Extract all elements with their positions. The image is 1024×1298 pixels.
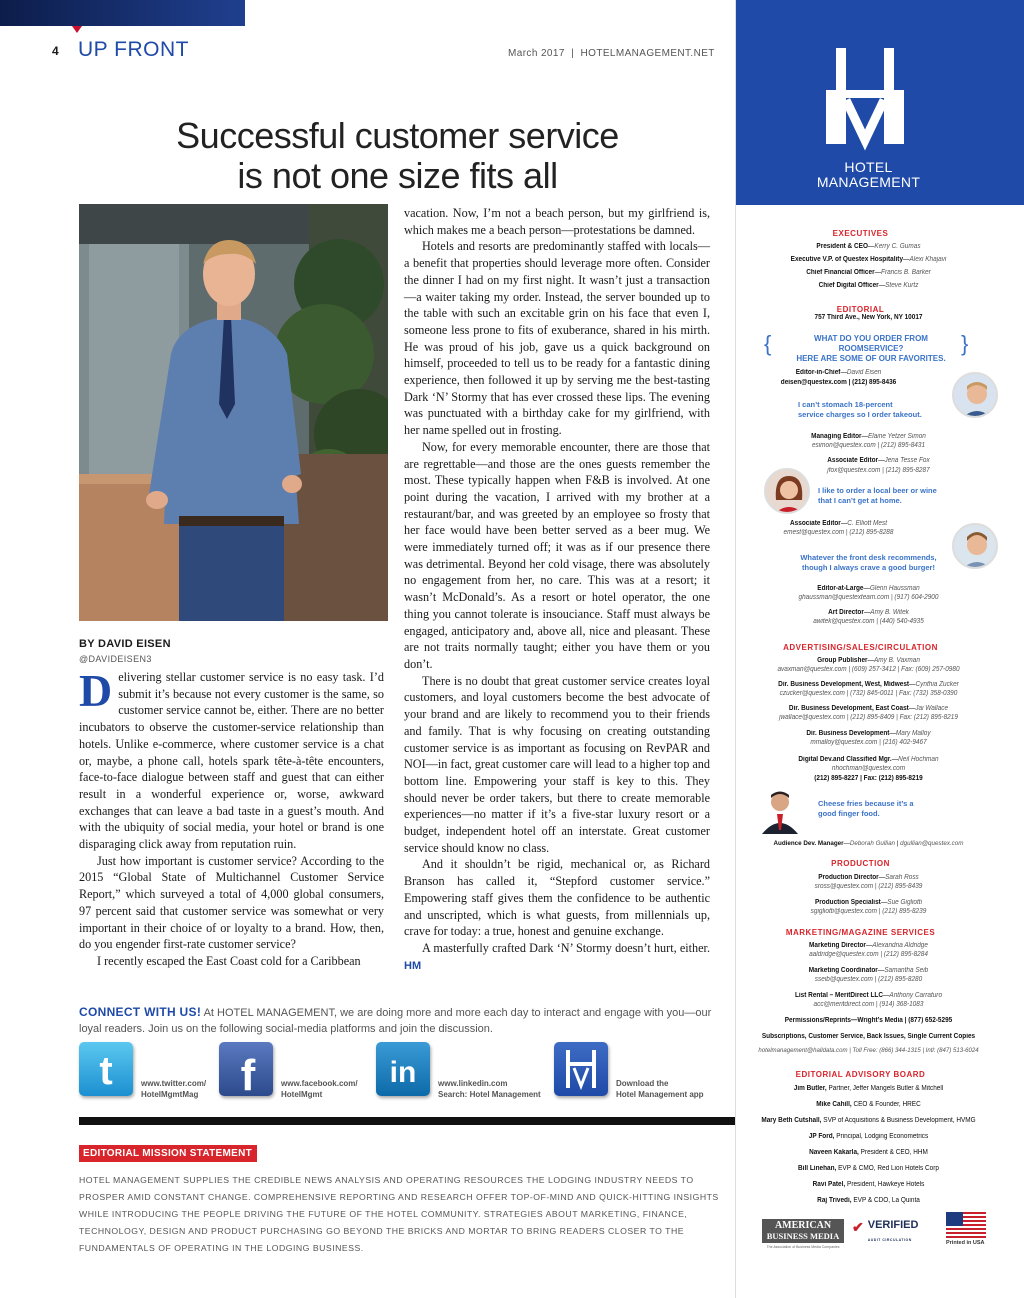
abm-line-2: BUSINESS MEDIA <box>766 1231 840 1241</box>
roomservice-line-1: WHAT DO YOU ORDER FROM ROOMSERVICE? <box>814 334 928 353</box>
associate-editor-2-avatar <box>952 523 998 569</box>
editor-at-large-contact <box>747 593 991 602</box>
exec-entry: Chief Digital Officer—Steve Kurtz <box>818 282 919 289</box>
svg-text:in: in <box>389 1056 417 1089</box>
adv-contact <box>747 764 991 773</box>
name: David Eisen <box>846 369 882 376</box>
role: List Rental – MeritDirect LLC <box>794 992 883 999</box>
board-title: EVP & CDO, La Quinta <box>853 1197 920 1204</box>
verified-audit-logo <box>852 1219 940 1247</box>
verified-wordmark <box>868 1219 919 1247</box>
contact: acc@meritdirect.com | (914) 368-1083 <box>813 1001 924 1008</box>
connect-text: At HOTEL MANAGEMENT, we are doing more and more each day to interact and engage with you—our loyal readers. Join us on the following social-media platforms and join the discussion. <box>79 1007 712 1035</box>
subscriptions-text: Subscriptions, Customer Service, Back Issues, Single Current Copies <box>761 1033 976 1040</box>
mkt-entry: List Rental – MeritDirect LLC—Anthony Carraturo <box>794 992 943 999</box>
us-flag-icon <box>946 1212 986 1238</box>
printed-in-usa: Printed in USA <box>946 1240 985 1246</box>
quote-line: I like to order a local beer or wine <box>818 486 937 495</box>
article-paragraph <box>79 665 384 853</box>
role: Associate Editor <box>827 457 879 464</box>
quote-line: though I always crave a good burger! <box>802 563 935 572</box>
contact: sseib@questex.com | (212) 895-8280 <box>814 976 923 983</box>
masthead-logo-panel <box>736 0 1024 205</box>
verified-text: VERIFIED <box>867 1219 919 1231</box>
associate-editor-2-contact <box>744 528 933 537</box>
abm-tagline: The Association of Business Media Companies <box>766 1245 840 1249</box>
board-name: Bill Linehan, <box>798 1165 837 1172</box>
name: Elaine Yetzer Simon <box>867 433 926 440</box>
quote-line: that I can’t get at home. <box>818 496 902 505</box>
board-member <box>747 1196 991 1205</box>
exec-name: Francis B. Barker <box>881 269 931 276</box>
author-handle: @DAVIDEISEN3 <box>79 654 152 664</box>
article-headline <box>90 116 705 197</box>
section-divider <box>79 1117 735 1125</box>
role: Dir. Business Development <box>806 730 890 737</box>
board-member <box>747 1116 991 1125</box>
mission-statement-text: HOTEL MANAGEMENT SUPPLIES THE CREDIBLE NEWS ANALYSIS AND OPERATING RESOURCES THE LODGING INDUSTRY NEEDS TO PROSPER AMID CONSTANT CHANGE. COMPREHENSIVE REPORTING AND RESEARCH OFFER TOP-OF-MIND AND QUICK-HITTING INSIGHTS WHILE INTRODUCING THE PEOPLE DRIVING THE FUTURE OF THE HOTEL COMMUNITY. STRATEGIES ABOUT MARKETING, FINANCE, TECHNOLOGY, DESIGN AND PRODUCT PURCHASING GO BEYOND THE BRICKS AND MORTAR TO BRING READERS CLOSER TO THE FUNDAMENTALS OF OPERATING IN THE LODGING BUSINESS. <box>79 1175 719 1253</box>
exec-role: Executive V.P. of Questex Hospitality <box>790 256 904 263</box>
editor-in-chief-contact <box>744 378 933 387</box>
adv-contact <box>747 774 991 783</box>
role: Production Director <box>818 874 879 881</box>
hm-app-icon[interactable] <box>554 1042 608 1096</box>
exec-entry: Chief Financial Officer—Francis B. Barker <box>806 269 931 276</box>
prod-contact <box>747 907 991 916</box>
contact: avaxman@questex.com | (609) 257-3412 | Fax: (609) 257-0980 <box>777 666 960 673</box>
fries-quote <box>818 799 914 819</box>
role: Managing Editor <box>811 433 862 440</box>
associate-editor-1-avatar <box>764 468 810 514</box>
editor-at-large: Editor-at-Large—Glenn Haussman <box>817 585 920 592</box>
managing-editor: Managing Editor—Elaine Yetzer Simon <box>811 433 926 440</box>
role: Marketing Director <box>809 942 866 949</box>
mkt-contact <box>747 1000 991 1009</box>
article-paragraph: vacation. Now, I’m not a beach person, but my girlfriend is, which makes me a beach person—protestations be damned. <box>404 206 710 237</box>
mission-statement-title: EDITORIAL MISSION STATEMENT <box>79 1145 257 1162</box>
contact: emest@questex.com | (212) 895-8288 <box>783 529 894 536</box>
board-name: Mike Cahill, <box>816 1101 852 1108</box>
name: Glenn Haussman <box>869 585 920 592</box>
board-title: President & CEO, HHM <box>860 1149 928 1156</box>
associate-editor-1: Associate Editor—Jena Tesse Fox <box>827 457 930 464</box>
editor-in-chief: Editor-in-Chief—David Eisen <box>795 369 882 376</box>
masthead-sidebar <box>735 0 1024 1298</box>
article-column-1 <box>79 665 384 970</box>
subscriptions-contact <box>747 1046 991 1055</box>
prod-contact <box>747 882 991 891</box>
contact: esimon@questex.com | (212) 895-8431 <box>811 442 926 449</box>
associate-editor-1-quote <box>818 486 937 506</box>
adv-contact <box>747 689 991 698</box>
article-paragraph: Now, for every memorable encounter, there are those that are regrettable—and those are the ones guests remember the most. These typically happen when F&B is involved. At one point during the vacation, I arrived with my brother at a restaurant/bar, and was greeted by an employee so frosty that her face would have been better served as a beer mug. We were immediately turned off; it was as if our presence there was detrimental. Beyond her cold visage, there was absolutely no engagement from her, no care. This was at a resort; it wasn’t McDonald’s. As a resort or hotel operator, the one thing you cannot tolerate is insouciance. Staff must always be engaged, anticipatory and, above all, nice and pleasant. These are not traits normally taught; either you have them or you don’t. <box>404 439 710 671</box>
adv-entry: Dir. Business Development, West, Midwest—Cynthia Zucker <box>778 681 959 688</box>
abm-line-1: AMERICAN <box>774 1220 832 1231</box>
role: Production Specialist <box>814 899 881 906</box>
exec-entry: Executive V.P. of Questex Hospitality—Alexi Khajavi <box>790 256 947 263</box>
associate-editor-2-quote <box>786 553 951 573</box>
article-paragraph: I recently escaped the East Coast cold for a Caribbean <box>97 953 361 968</box>
contact: mmalloy@questex.com | (216) 402-9467 <box>810 739 927 746</box>
subscriptions-contact-text: hotelmanagement@halldata.com | Toll Free: (866) 344-1315 | Intl: (847) 513-6024 <box>758 1047 979 1054</box>
editorial-heading: EDITORIAL <box>836 305 885 314</box>
app-line-1[interactable]: Download the <box>616 1079 669 1088</box>
exec-entry: President & CEO—Kerry C. Gumas <box>816 243 921 250</box>
role: Art Director <box>828 609 864 616</box>
paragraph-text: elivering stellar customer service is no easy task. I’d submit it’s because not every customer is the same, so customer service cannot be, either. There are no better incubators to observe the customer-service relationship than hotels. Unlike e-commerce, where customer service is a chat or, maybe, a phone call, hotels spark tête-à-tête encounters, face-to-face dialogue between staff and guest that can either result in a wonderful experience or, worse, awkward exchanges that can leave a bad taste in a guest’s mouth. And with the ubiquity of social media, your hotel or brand is one disparaging click away from reputation ruin. <box>79 670 384 852</box>
name: Amy B. Vaxman <box>873 657 920 664</box>
advertising-heading: ADVERTISING/SALES/CIRCULATION <box>783 643 938 652</box>
adv-entry: Digital Dev.and Classified Mgr.—Neil Hochman <box>798 756 939 763</box>
permissions-line <box>747 1016 991 1025</box>
executives-heading: EXECUTIVES <box>832 229 889 238</box>
address-text: 757 Third Ave., New York, NY 10017 <box>814 314 923 321</box>
art-director-contact <box>747 617 991 626</box>
board-name: Raj Trivedi, <box>817 1197 852 1204</box>
role: Audience Dev. Manager <box>773 840 844 847</box>
advisory-board-heading: EDITORIAL ADVISORY BOARD <box>795 1070 926 1079</box>
editor-in-chief-quote <box>798 400 922 420</box>
managing-editor-contact <box>747 441 991 450</box>
name: Samantha Seib <box>884 967 929 974</box>
linkedin-search[interactable]: Search: Hotel Management <box>438 1090 541 1099</box>
board-member <box>747 1084 991 1093</box>
abm-logo <box>762 1219 844 1249</box>
name: Jai Wallace <box>915 705 949 712</box>
adv-contact <box>747 713 991 722</box>
page-number: 4 <box>52 44 59 58</box>
board-title: SVP of Acquisitions & Business Development, HVMG <box>823 1117 976 1124</box>
verified-subtext: AUDIT CIRCULATION <box>867 1238 912 1242</box>
role: Marketing Coordinator <box>808 967 878 974</box>
mkt-contact <box>747 975 991 984</box>
contact: nhochman@questex.com <box>831 765 906 772</box>
board-title: Principal, Lodging Econometrics <box>836 1133 929 1140</box>
contact: czucker@questex.com | (732) 845-0011 | Fax: (732) 358-0390 <box>779 690 958 697</box>
masthead-logo-text <box>736 160 1001 190</box>
linkedin-link[interactable] <box>438 1078 541 1100</box>
role: Associate Editor <box>789 520 841 527</box>
twitter-handle[interactable]: HotelMgmtMag <box>141 1090 199 1099</box>
linkedin-url[interactable]: www.linkedin.com <box>438 1079 508 1088</box>
contact: awitek@questex.com | (440) 540-4935 <box>813 618 924 625</box>
article-paragraph: Just how important is customer service? According to the 2015 “Global State of Multichannel Customer Service Report,” which surveyed a total of 4,000 global consumers, 97 percent said that customer service was somewhat or very important in their choice of or loyalty to a brand. How, then, do you engender first-rate customer service? <box>79 853 384 952</box>
adv-entry: Dir. Business Development, East Coast—Jai Wallace <box>788 705 949 712</box>
subscriptions-line <box>747 1032 991 1041</box>
paragraph-text: A masterfully crafted Dark ‘N’ Stormy doesn’t hurt, either. <box>422 940 710 955</box>
connect-label: CONNECT WITH US! <box>79 1005 202 1019</box>
exec-role: Chief Digital Officer <box>818 282 879 289</box>
twitter-icon[interactable] <box>79 1042 133 1096</box>
role: Editor-at-Large <box>817 585 864 592</box>
board-member <box>747 1132 991 1141</box>
role: Digital Dev.and Classified Mgr. <box>798 756 892 763</box>
top-color-bar <box>0 0 245 26</box>
brace-left-icon: { <box>764 331 772 356</box>
contact: deisen@questex.com | (212) 895-8436 <box>780 379 897 386</box>
name: Amy B. Witek <box>870 609 909 616</box>
checkmark-icon: ✔ <box>852 1219 864 1235</box>
name: Deborah Gullian <box>849 840 896 847</box>
red-notch-marker <box>72 26 82 33</box>
contact: dgullian@questex.com <box>900 840 964 847</box>
twitter-link[interactable] <box>141 1078 206 1100</box>
headline-line-1: Successful customer service <box>176 115 619 156</box>
name: Cynthia Zucker <box>915 681 959 688</box>
name: Mary Malloy <box>895 730 931 737</box>
board-name: Jim Butler, <box>793 1085 827 1092</box>
name: Neil Hochman <box>898 756 939 763</box>
abm-wordmark <box>762 1219 844 1243</box>
roomservice-line-2: HERE ARE SOME OF OUR FAVORITES. <box>796 354 946 363</box>
contact: ghaussman@questexteam.com | (917) 604-2900 <box>798 594 939 601</box>
adv-entry: Group Publisher—Amy B. Vaxman <box>817 657 920 664</box>
quote-line: Whatever the front desk recommends, <box>800 553 937 562</box>
name: Sarah Ross <box>885 874 919 881</box>
adv-contact <box>747 665 991 674</box>
logo-line-1: HOTEL <box>844 159 893 175</box>
art-director: Art Director—Amy B. Witek <box>828 609 909 616</box>
linkedin-icon[interactable] <box>376 1042 430 1096</box>
board-title: CEO & Founder, HREC <box>853 1101 921 1108</box>
exec-name: Kerry C. Gumas <box>874 243 921 250</box>
facebook-link[interactable] <box>281 1078 358 1100</box>
facebook-icon[interactable] <box>219 1042 273 1096</box>
board-member <box>747 1100 991 1109</box>
article-paragraph: And it shouldn’t be rigid, mechanical or, as Richard Branson has called it, “Stepford customer service.” Empowering staff gives them the confidence to be authentic and unscripted, which is what guests, from millennials up, crave for today: a true, honest and genuine exchange. <box>404 857 710 939</box>
drop-cap: D <box>79 665 113 716</box>
app-line-2[interactable]: Hotel Management app <box>616 1090 704 1099</box>
contact: (212) 895-8227 | Fax: (212) 895-8219 <box>814 775 923 782</box>
quote-line: good finger food. <box>818 809 880 818</box>
article-byline: BY DAVID EISEN <box>79 638 171 650</box>
audience-dev-manager: Audience Dev. Manager—Deborah Gullian | dgullian@questex.com <box>773 840 964 847</box>
article-paragraph <box>404 940 710 973</box>
facebook-url[interactable]: www.facebook.com/ <box>281 1079 358 1088</box>
editor-in-chief-avatar <box>952 372 998 418</box>
headline-line-2: is not one size fits all <box>237 155 558 197</box>
board-name: Ravi Patel, <box>812 1181 846 1188</box>
app-download-text[interactable] <box>616 1078 704 1100</box>
brace-right-icon: } <box>961 331 969 356</box>
contact: jfox@questex.com | (212) 895-8287 <box>827 467 930 474</box>
quote-line: I can’t stomach 18-percent <box>798 400 893 409</box>
name: C. Elliott Mest <box>847 520 888 527</box>
author-photo <box>79 204 388 621</box>
twitter-url[interactable]: www.twitter.com/ <box>141 1079 207 1088</box>
associate-editor-2: Associate Editor—C. Elliott Mest <box>789 520 888 527</box>
hm-logo-icon <box>736 0 1024 160</box>
contact: jwallace@questex.com | (212) 895-8409 | Fax: (212) 895-8219 <box>779 714 958 721</box>
board-name: Mary Beth Cutshall, <box>761 1117 822 1124</box>
exec-name: Alexi Khajavi <box>909 256 947 263</box>
board-member <box>747 1180 991 1189</box>
prod-entry: Production Director—Sarah Ross <box>818 874 919 881</box>
issue-line: March 2017 | HOTELMANAGEMENT.NET <box>508 48 715 59</box>
name: Alexandria Aldridge <box>872 942 928 949</box>
exec-role: Chief Financial Officer <box>806 269 875 276</box>
mkt-entry: Marketing Coordinator—Samantha Seib <box>808 967 929 974</box>
prod-entry: Production Specialist—Sue Gigliotti <box>814 899 923 906</box>
exec-name: Steve Kurtz <box>885 282 919 289</box>
name: Anthony Carraturo <box>889 992 943 999</box>
hm-signoff: HM <box>404 959 422 972</box>
svg-text:t: t <box>99 1049 113 1093</box>
roomservice-question <box>781 334 961 364</box>
board-name: Naveen Kakarla, <box>809 1149 859 1156</box>
article-paragraph: Hotels and resorts are predominantly staffed with locals—a benefit that properties should leverage more often. Consider the dinner I had on my first night. It wasn’t just a transaction—a waiter taking my order. Instead, the server bounded up to the table with such an excitable grin on his face that even I, someone less prone to fits of exuberance, shared in his mirth. He was proud of his job, gave us a quick background on himself, proceeded to tell us to be ready for a fantastic dining experience, then followed it up by serving me the best-tasting Dark ‘N’ Stormy that has ever crossed these lips. The evening was punctuated with a birthday cake for my girlfriend, with her name spelled out in frosting. <box>404 239 710 438</box>
author-photo-illustration <box>79 204 388 621</box>
article-column-2 <box>404 205 710 973</box>
contact: sgigliotti@questex.com | (212) 895-8239 <box>810 908 927 915</box>
board-title: President, Hawkeye Hotels <box>847 1181 925 1188</box>
section-title: UP FRONT <box>78 38 189 61</box>
board-name: JP Ford, <box>808 1133 835 1140</box>
role: Dir. Business Development, East Coast <box>788 705 909 712</box>
name: Sue Gigliotti <box>887 899 923 906</box>
quote-line: service charges so I order takeout. <box>798 410 922 419</box>
adv-contact <box>747 738 991 747</box>
adv-entry: Dir. Business Development—Mary Malloy <box>806 730 931 737</box>
board-title: EVP & CMO, Red Lion Hotels Corp <box>838 1165 939 1172</box>
connect-with-us <box>79 1004 719 1037</box>
exec-role: President & CEO <box>816 243 868 250</box>
board-member <box>747 1148 991 1157</box>
board-title: Partner, Jeffer Mangels Butler & Mitchell <box>828 1085 944 1092</box>
permissions-text: Permissions/Reprints—Wright’s Media | (877) 652-5295 <box>784 1017 953 1024</box>
mkt-entry: Marketing Director—Alexandria Aldridge <box>809 942 928 949</box>
svg-text:f: f <box>240 1051 256 1096</box>
mkt-contact <box>747 950 991 959</box>
digital-manager-photo <box>756 786 804 834</box>
production-heading: PRODUCTION <box>831 859 890 868</box>
name: Jena Tesse Fox <box>884 457 930 464</box>
editorial-address <box>747 313 991 322</box>
contact: sross@questex.com | (212) 895-8439 <box>814 883 923 890</box>
quote-line: Cheese fries because it’s a <box>818 799 914 808</box>
role: Dir. Business Development, West, Midwest <box>778 681 910 688</box>
board-member <box>747 1164 991 1173</box>
facebook-handle[interactable]: HotelMgmt <box>281 1090 323 1099</box>
logo-line-2: MANAGEMENT <box>816 174 921 190</box>
role: Editor-in-Chief <box>795 369 841 376</box>
marketing-heading: MARKETING/MAGAZINE SERVICES <box>785 928 936 937</box>
article-paragraph: There is no doubt that great customer service creates loyal customers, and loyal customers become the best advocate of your brand and are likely to recommend you to their friends and family. That is why focusing on creating outstanding customer service is as important as focusing on RevPAR and NOI—in fact, great customer care will lead to a higher top and bottom line. Empowering your staff is key to this. They should never be order takers, but there to create memorable experiences—no matter if it’s a five-star luxury resort or a budget, independent hotel off an interstate. Great customer service should know no class. <box>404 673 710 855</box>
contact: aaldridge@questex.com | (212) 895-8284 <box>809 951 928 958</box>
role: Group Publisher <box>817 657 868 664</box>
